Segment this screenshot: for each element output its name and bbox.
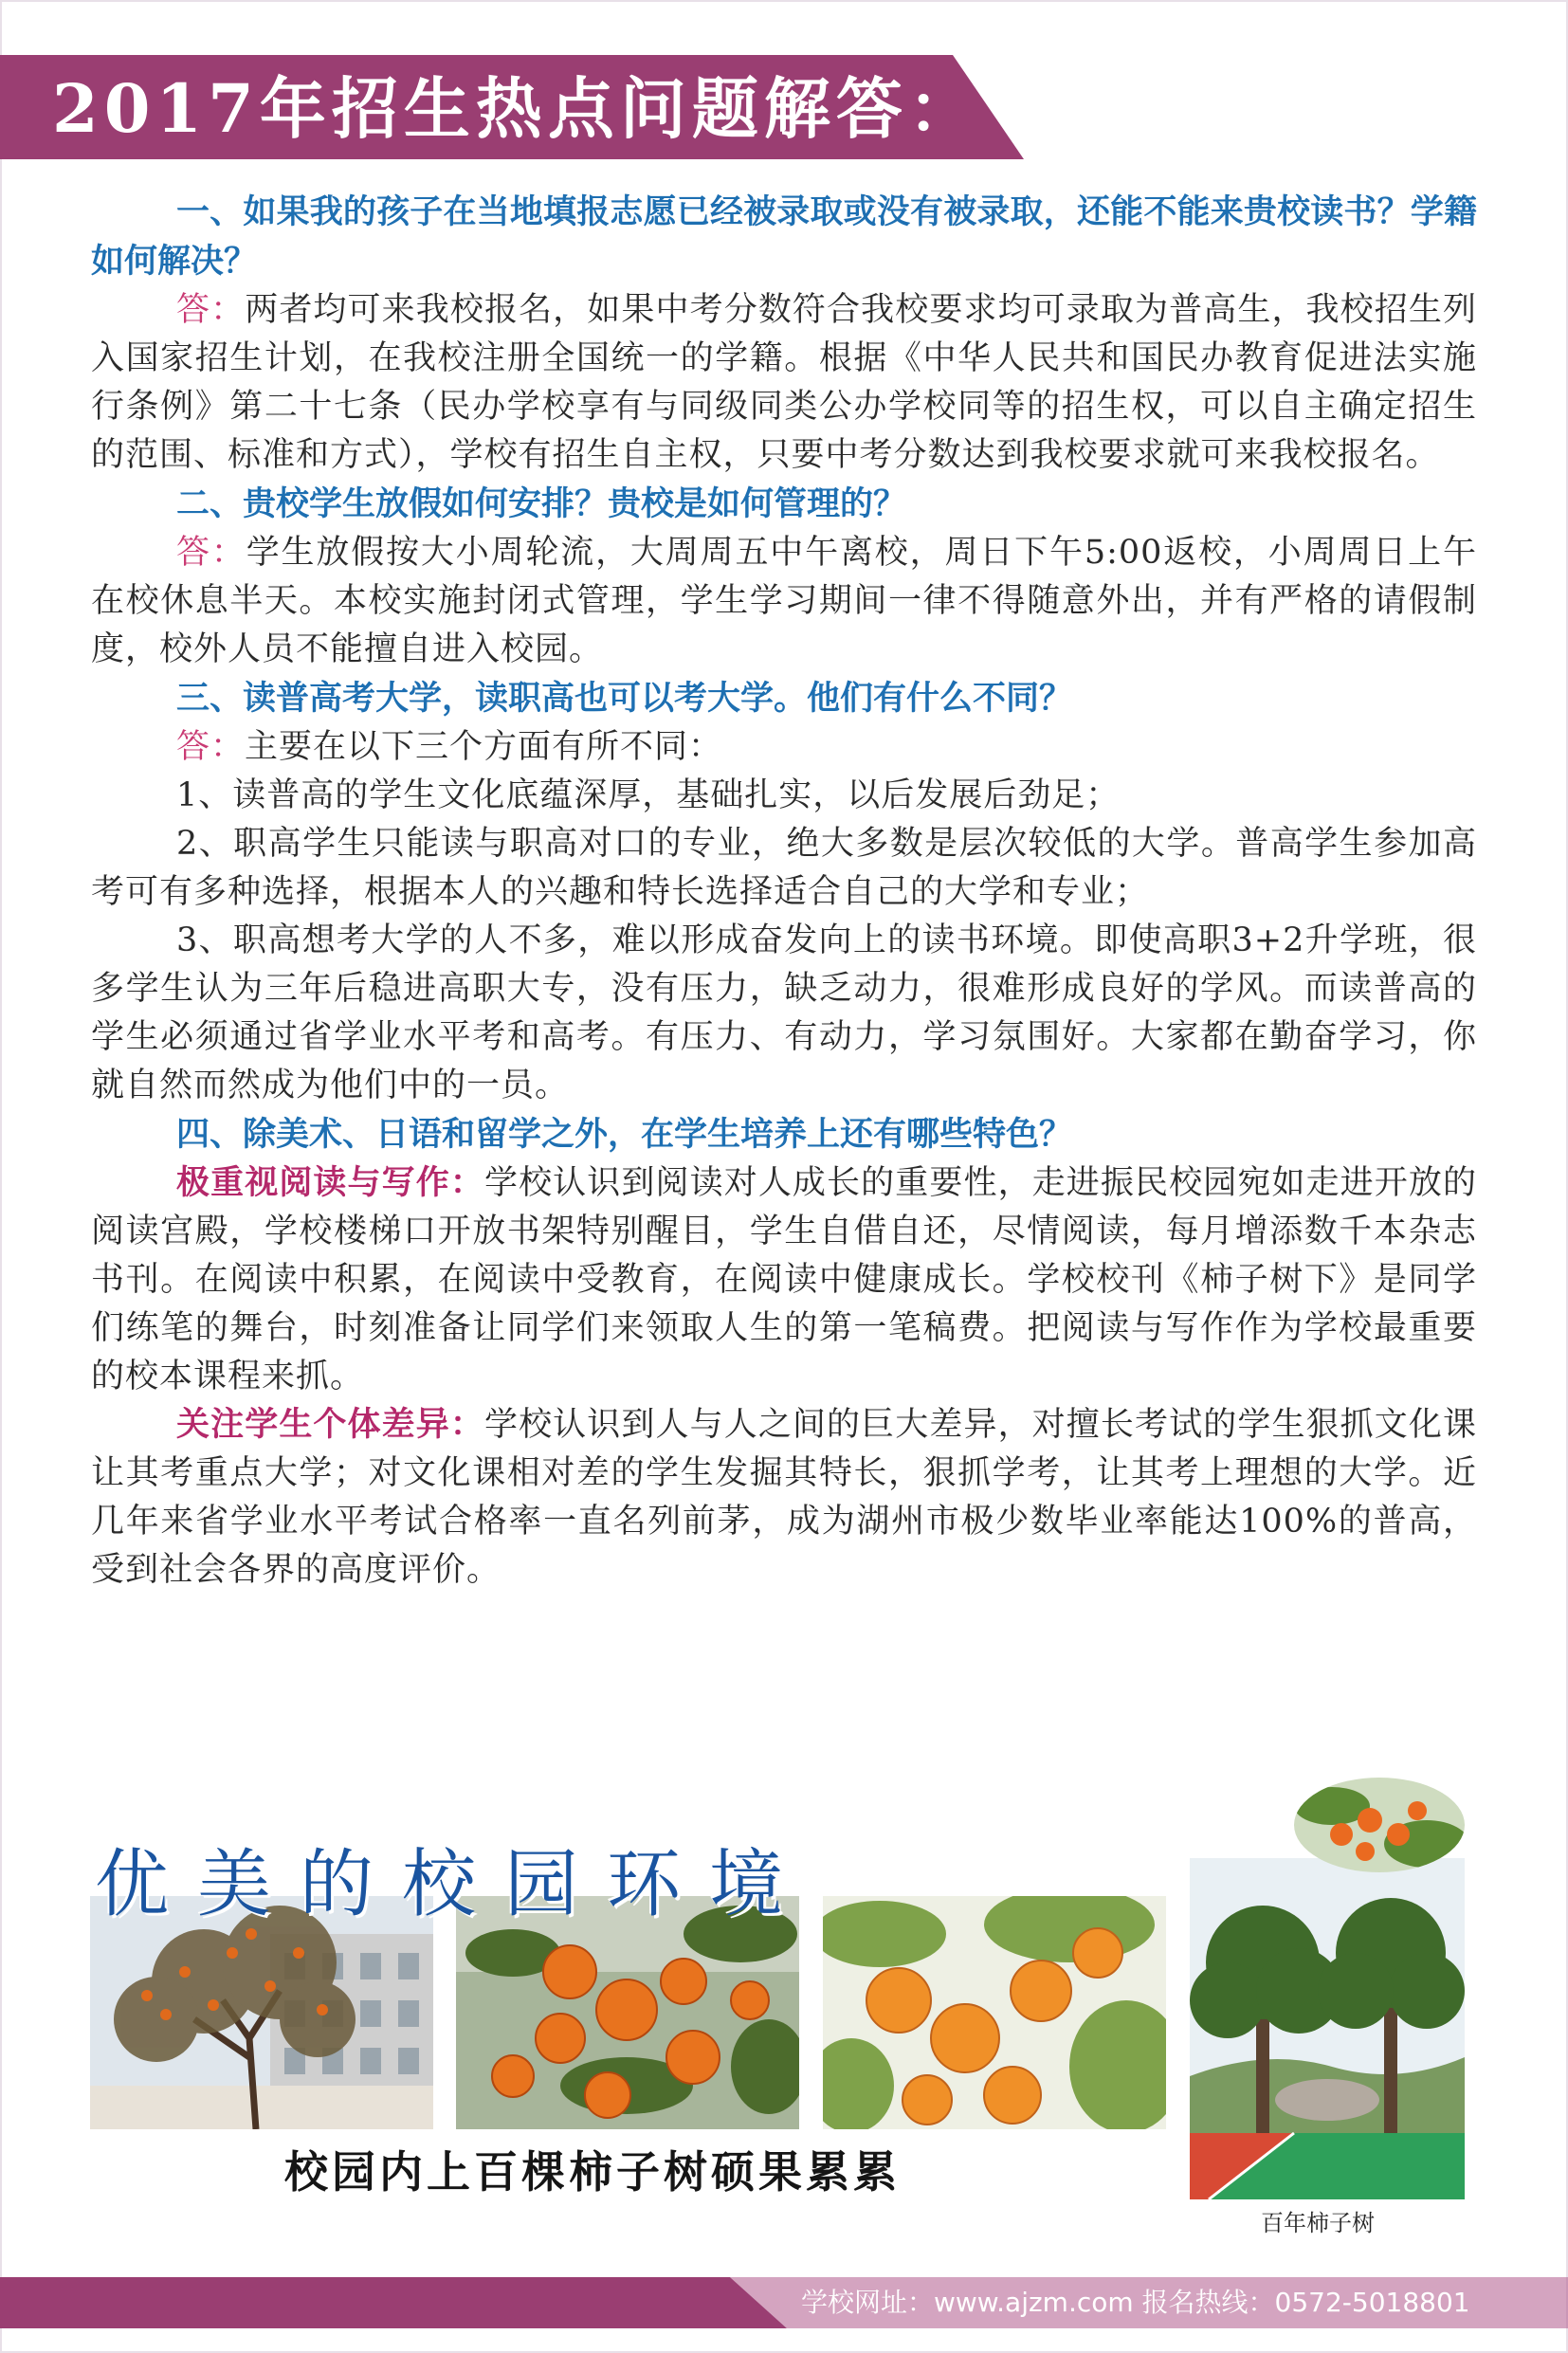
answer-3-point-2: 2、职高学生只能读与职高对口的专业，绝大多数是层次较低的大学。普高学生参加高考可有多种选择，根据本人的兴趣和特长选择适合自己的大学和专业； <box>91 825 1477 911</box>
question-3: 三、读普高考大学，读职高也可以考大学。他们有什么不同？ <box>176 680 1073 718</box>
feature-label: 关注学生个体差异： <box>176 1406 484 1444</box>
answer-text: 两者均可来我校报名，如果中考分数符合我校要求均可录取为普高生，我校招生列入国家招生计划，在我校注册全国统一的学籍。根据《中华人民共和国民办教育促进法实施行条例》第二十七条（民办学校享有与同级同类公办学校同等的招生权，可以自主确定招生的范围、标准和方式），学校有招生自主权，只要中考分数达到我校要求就可来我校报名。 <box>91 291 1477 474</box>
answer-text: 学生放假按大小周轮流，大周周五中午离校，周日下午5:00返校，小周周日上午在校休息半天。本校实施封闭式管理，学生学习期间一律不得随意外出，并有严格的请假制度，校外人员不能擅自进入校园。 <box>91 534 1477 668</box>
answer-3-point-1: 1、读普高的学生文化底蕴深厚，基础扎实，以后发展后劲足； <box>176 776 1121 814</box>
campus-photo-caption: 校园内上百棵柿子树硕果累累 <box>284 2146 901 2198</box>
feature-text: 学校认识到人与人之间的巨大差异，对擅长考试的学生狠抓文化课让其考重点大学；对文化课相对差的学生发掘其特长，狠抓学考，让其考上理想的大学。近几年来省学业水平考试合格率一直名列前茅，成为湖州市极少数毕业率能达100%的普高，受到社会各界的高度评价。 <box>91 1406 1477 1589</box>
persimmon-branch-photo <box>823 1896 1166 2129</box>
question-1: 一、如果我的孩子在当地填报志愿已经被录取或没有被录取，还能不能来贵校读书？学籍如何解决？ <box>91 193 1477 281</box>
campus-section-title: 优美的校园环境 <box>95 1842 812 1927</box>
question-2: 二、贵校学生放假如何安排？贵校是如何管理的？ <box>176 485 907 523</box>
answer-text: 主要在以下三个方面有所不同： <box>245 728 723 766</box>
page-title: 2017年招生热点问题解答： <box>52 69 980 148</box>
answer-3 <box>91 723 1477 772</box>
answer-2 <box>91 529 1477 674</box>
answer-label: 答： <box>176 291 246 329</box>
old-persimmon-tree-photo <box>1190 1858 1465 2199</box>
answer-3-point-3: 3、职高想考大学的人不多，难以形成奋发向上的读书环境。即使高职3+2升学班，很多学生认为三年后稳进高职大专，没有压力，缺乏动力，很难形成良好的学风。而读普高的学生必须通过省学业水平考和高考。有压力、有动力，学习氛围好。大家都在勤奋学习，你就自然而然成为他们中的一员。 <box>91 921 1477 1104</box>
question-4: 四、除美术、日语和留学之外，在学生培养上还有哪些特色？ <box>176 1116 1073 1154</box>
answer-1 <box>91 286 1477 480</box>
tree-photo-caption: 百年柿子树 <box>1261 2210 1375 2236</box>
footer-contact: 学校网址：www.ajzm.com 报名热线：0572-5018801 <box>801 2287 1470 2318</box>
feature-reading <box>91 1159 1477 1401</box>
feature-differences <box>91 1401 1477 1595</box>
feature-label: 极重视阅读与写作： <box>176 1164 484 1202</box>
faq-content <box>91 188 1477 1595</box>
persimmon-inset-photo <box>1294 1778 1465 1872</box>
feature-text: 学校认识到阅读对人成长的重要性，走进振民校园宛如走进开放的阅读宫殿，学校楼梯口开放书架特别醒目，学生自借自还，尽情阅读，每月增添数千本杂志书刊。在阅读中积累，在阅读中受教育，在阅读中健康成长。学校校刊《柿子树下》是同学们练笔的舞台，时刻准备让同学们来领取人生的第一笔稿费。把阅读与写作作为学校最重要的校本课程来抓。 <box>91 1164 1477 1395</box>
answer-label: 答： <box>176 534 246 572</box>
answer-label: 答： <box>176 728 246 766</box>
